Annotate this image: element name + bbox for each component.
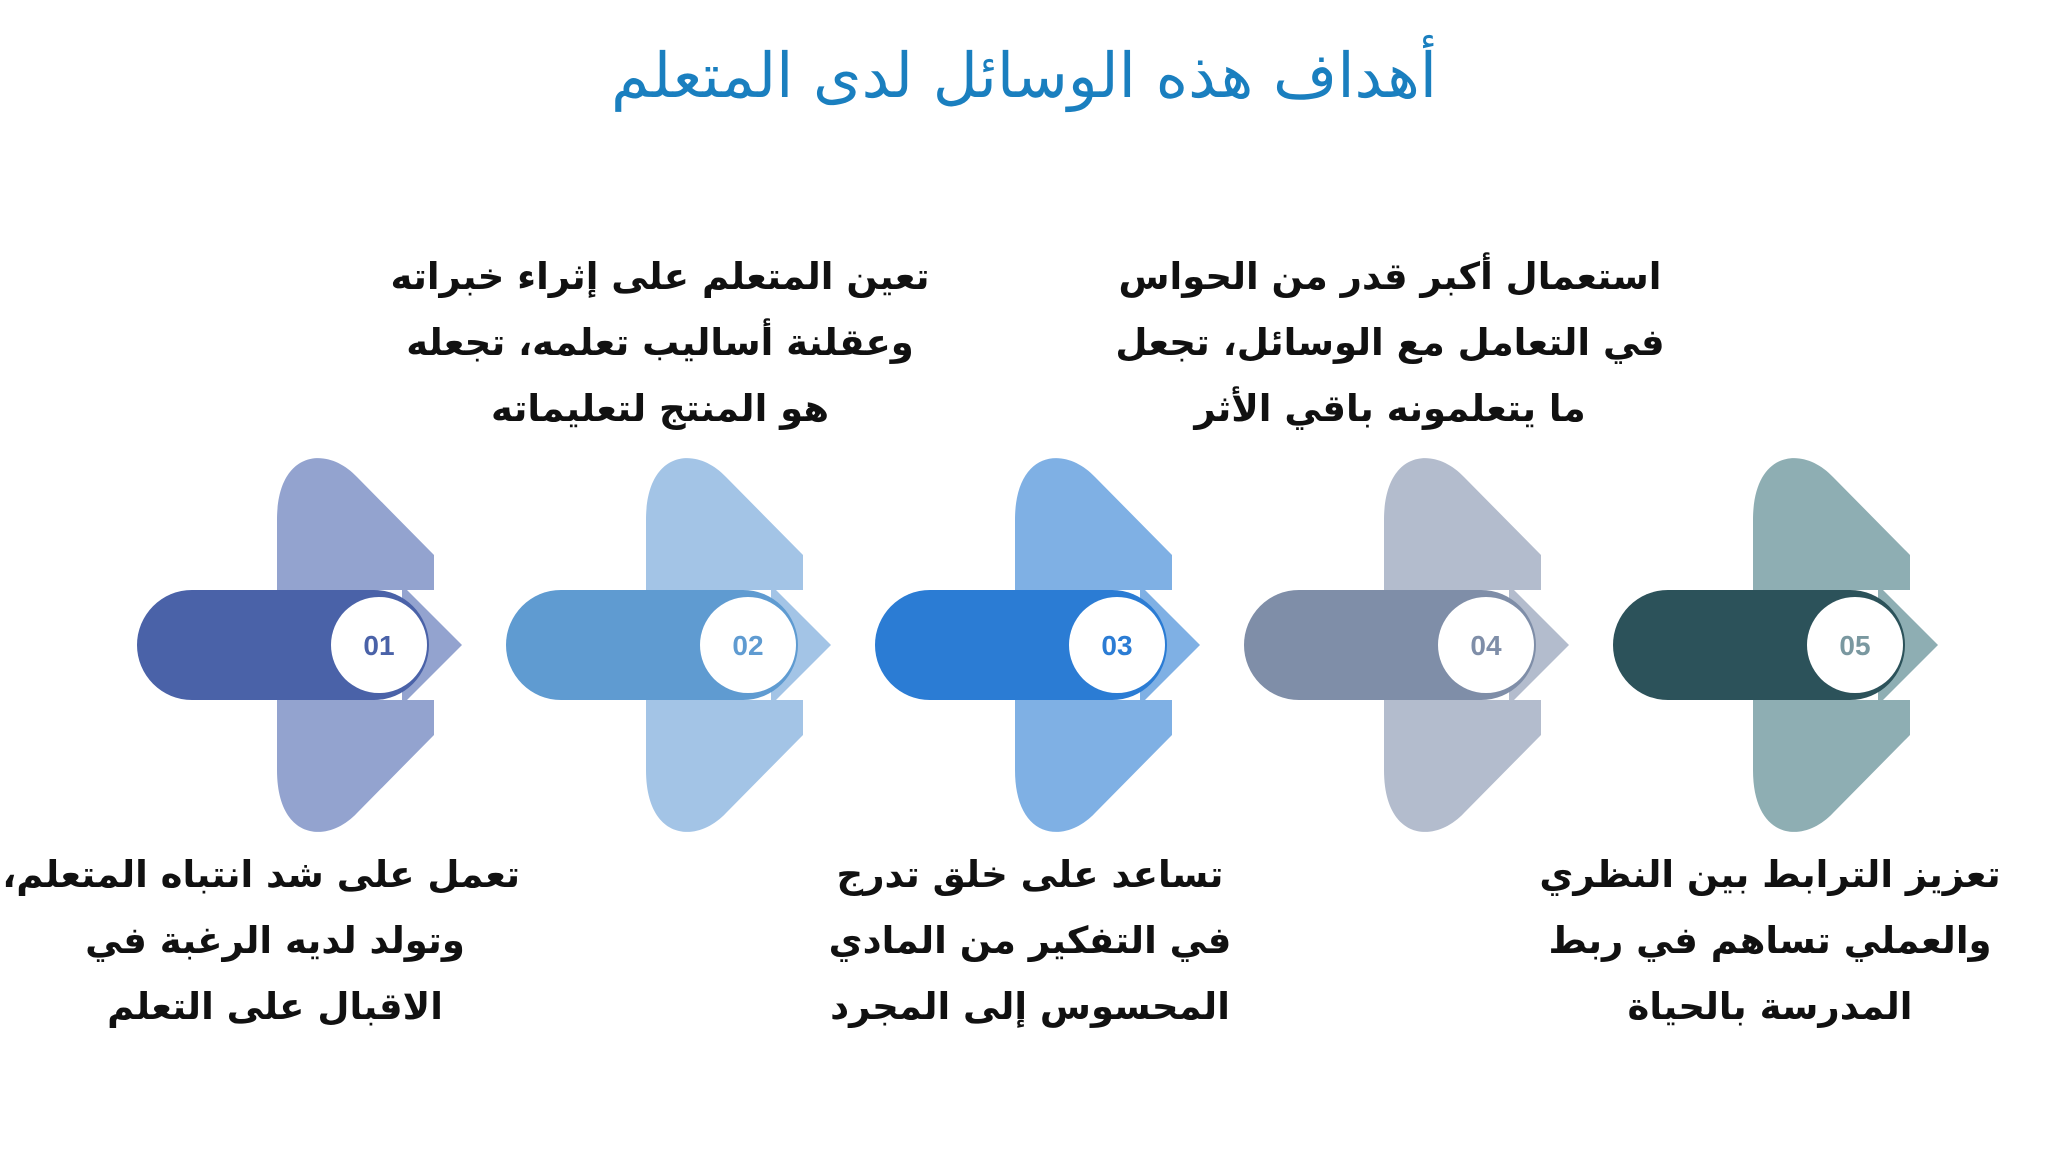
step-04-chevron-lower [1384, 700, 1541, 832]
step-05-chevron-lower [1753, 700, 1910, 832]
step-01-description [2, 842, 520, 1040]
step-02-line-2: وعقلنة أساليب تعلمه، تجعله [406, 321, 914, 364]
step-05-line-2: والعملي تساهم في ربط [1548, 919, 1992, 962]
step-04-number: 04 [1470, 630, 1502, 661]
step-04-line-1: استعمال أكبر قدر من الحواس [1118, 255, 1662, 298]
step-04-description [1110, 244, 1670, 442]
step-03-line-3: المحسوس إلى المجرد [830, 985, 1230, 1028]
step-01-chevron-lower [277, 700, 434, 832]
step-05-description [1520, 842, 2020, 1040]
step-03-chevron-upper [1015, 458, 1172, 590]
step-02-chevron-lower [646, 700, 803, 832]
step-03-arrow [875, 458, 1200, 832]
step-01-chevron-upper [277, 458, 434, 590]
step-01-line-2: وتولد لديه الرغبة في [85, 919, 465, 962]
step-03-description [800, 842, 1260, 1040]
step-03-number: 03 [1101, 630, 1133, 661]
step-02-description [380, 244, 940, 442]
page-title: أهداف هذه الوسائل لدى المتعلم [610, 39, 1438, 112]
step-04-line-3: ما يتعلمونه باقي الأثر [1194, 387, 1586, 430]
step-04-chevron-upper [1384, 458, 1541, 590]
step-04-arrow [1244, 458, 1569, 832]
step-05-number: 05 [1839, 630, 1871, 661]
step-05-chevron-upper [1753, 458, 1910, 590]
step-05-arrow [1613, 458, 1938, 832]
step-04-line-2: في التعامل مع الوسائل، تجعل [1115, 321, 1665, 364]
step-03-chevron-lower [1015, 700, 1172, 832]
step-02-line-1: تعين المتعلم على إثراء خبراته [390, 255, 930, 298]
step-02-number: 02 [732, 630, 764, 661]
step-01-line-3: الاقبال على التعلم [107, 985, 443, 1028]
step-03-line-1: تساعد على خلق تدرج [836, 853, 1224, 896]
step-01-line-1: تعمل على شد انتباه المتعلم، [2, 853, 520, 896]
step-05-line-1: تعزيز الترابط بين النظري [1539, 853, 2001, 896]
step-01-arrow [137, 458, 462, 832]
step-01-number: 01 [363, 630, 395, 661]
step-03-line-2: في التفكير من المادي [828, 919, 1232, 962]
step-02-chevron-upper [646, 458, 803, 590]
step-02-line-3: هو المنتج لتعليماته [491, 387, 829, 430]
step-05-line-3: المدرسة بالحياة [1627, 985, 1913, 1028]
step-02-arrow [506, 458, 831, 832]
